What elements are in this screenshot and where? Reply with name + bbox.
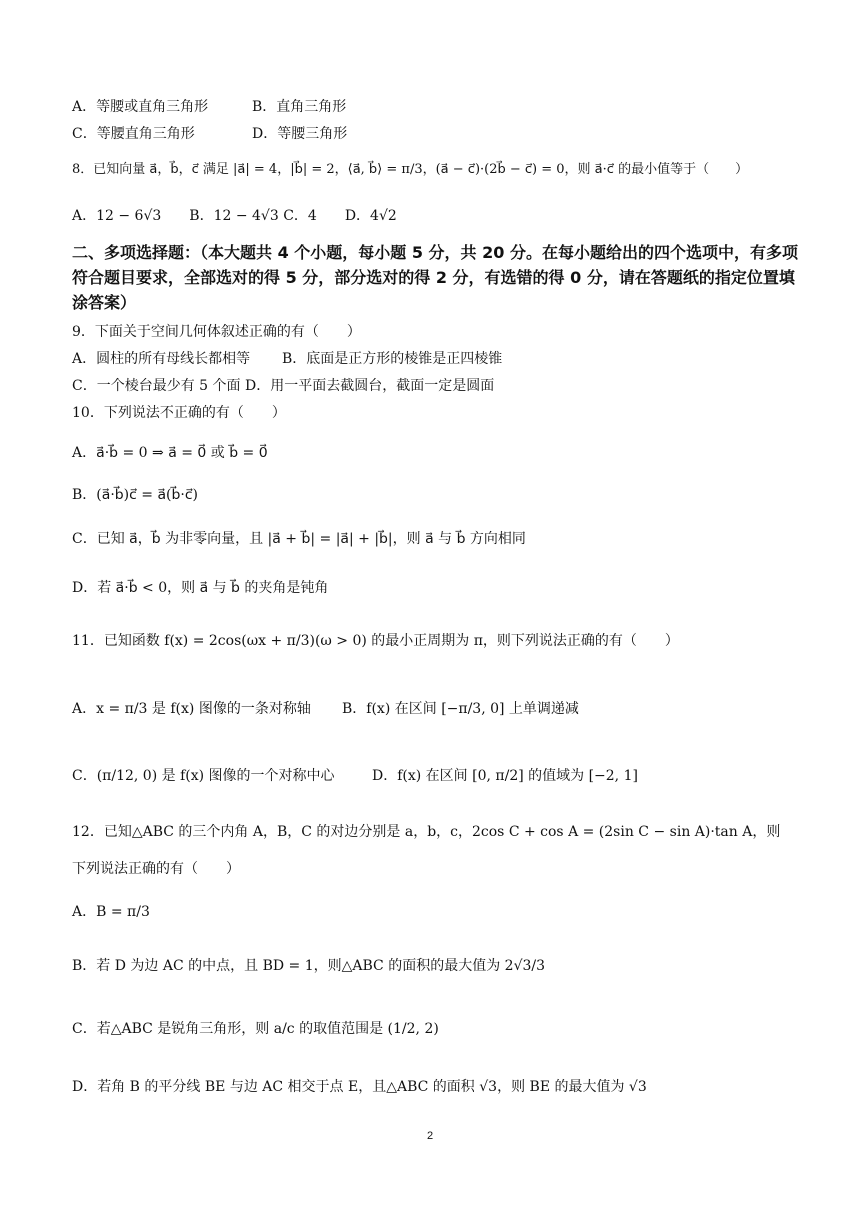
q7-option-c: C．等腰直角三角形: [72, 126, 195, 142]
q10-option-d: D．若 a⃗·b⃗ < 0，则 a⃗ 与 b⃗ 的夹角是钝角: [72, 580, 329, 596]
q8-stem: 8．已知向量 a⃗，b⃗，c⃗ 满足 |a⃗| = 4，|b⃗| = 2，⟨a⃗, b⃗⟩ = π/3，(a⃗ − c⃗)·(2b⃗ − c⃗) = 0，则 a⃗·c⃗ 的最小值等于（ ）: [72, 162, 749, 177]
q11-stem: 11．已知函数 f(x) = 2cos(ωx + π/3)(ω > 0) 的最小正周期为 π，则下列说法正确的有（ ）: [72, 633, 679, 649]
q10-stem: 10．下列说法不正确的有（ ）: [72, 405, 286, 421]
q7-option-d: D．等腰三角形: [252, 126, 348, 142]
q10-option-c: C．已知 a⃗，b⃗ 为非零向量，且 |a⃗ + b⃗| = |a⃗| + |b⃗|，则 a⃗ 与 b⃗ 方向相同: [72, 531, 526, 547]
section-heading-multiple-choice: 二、多项选择题：（本大题共 4 个小题，每小题 5 分，共 20 分。在每小题给出的四个选项中，有多项符合题目要求，全部选对的得 5 分，部分选对的得 2 分，有选错的得 0 分，请在答题纸的指定位置填涂答案）: [72, 243, 798, 312]
q11-option-d: D．f(x) 在区间 [0, π/2] 的值域为 [−2, 1]: [372, 768, 638, 784]
q9-stem: 9．下面关于空间几何体叙述正确的有（ ）: [72, 324, 361, 340]
q9-option-a: A．圆柱的所有母线长都相等: [72, 351, 251, 367]
q8-options: A．12 − 6√3 B．12 − 4√3 C．4 D．4√2: [72, 208, 397, 224]
q10-option-a: A．a⃗·b⃗ = 0 ⇒ a⃗ = 0⃗ 或 b⃗ = 0⃗: [72, 445, 268, 461]
q12-stem-line1: 12．已知△ABC 的三个内角 A，B，C 的对边分别是 a，b，c，2cos C + cos A = (2sin C − sin A)·tan A，则: [72, 824, 781, 840]
q9-option-cd: C．一个棱台最少有 5 个面 D．用一平面去截圆台，截面一定是圆面: [72, 378, 495, 394]
q12-option-d: D．若角 B 的平分线 BE 与边 AC 相交于点 E，且△ABC 的面积 √3，则 BE 的最大值为 √3: [72, 1079, 647, 1095]
q11-option-b: B．f(x) 在区间 [−π/3, 0] 上单调递减: [342, 701, 579, 717]
page-number: 2: [426, 1130, 434, 1142]
q7-option-b: B．直角三角形: [252, 99, 347, 115]
q12-stem-line2: 下列说法正确的有（ ）: [72, 861, 240, 877]
q10-option-b: B．(a⃗·b⃗)c⃗ = a⃗(b⃗·c⃗): [72, 487, 198, 503]
q9-option-b: B．底面是正方形的棱锥是正四棱锥: [282, 351, 503, 367]
q11-option-a: A．x = π/3 是 f(x) 图像的一条对称轴: [72, 701, 311, 717]
q12-option-a: A．B = π/3: [72, 904, 150, 920]
q12-option-c: C．若△ABC 是锐角三角形，则 a/c 的取值范围是 (1/2, 2): [72, 1021, 439, 1037]
q7-option-a: A．等腰或直角三角形: [72, 99, 209, 115]
q12-option-b: B．若 D 为边 AC 的中点，且 BD = 1，则△ABC 的面积的最大值为 2√3/3: [72, 958, 546, 974]
q11-option-c: C．(π/12, 0) 是 f(x) 图像的一个对称中心: [72, 768, 335, 784]
